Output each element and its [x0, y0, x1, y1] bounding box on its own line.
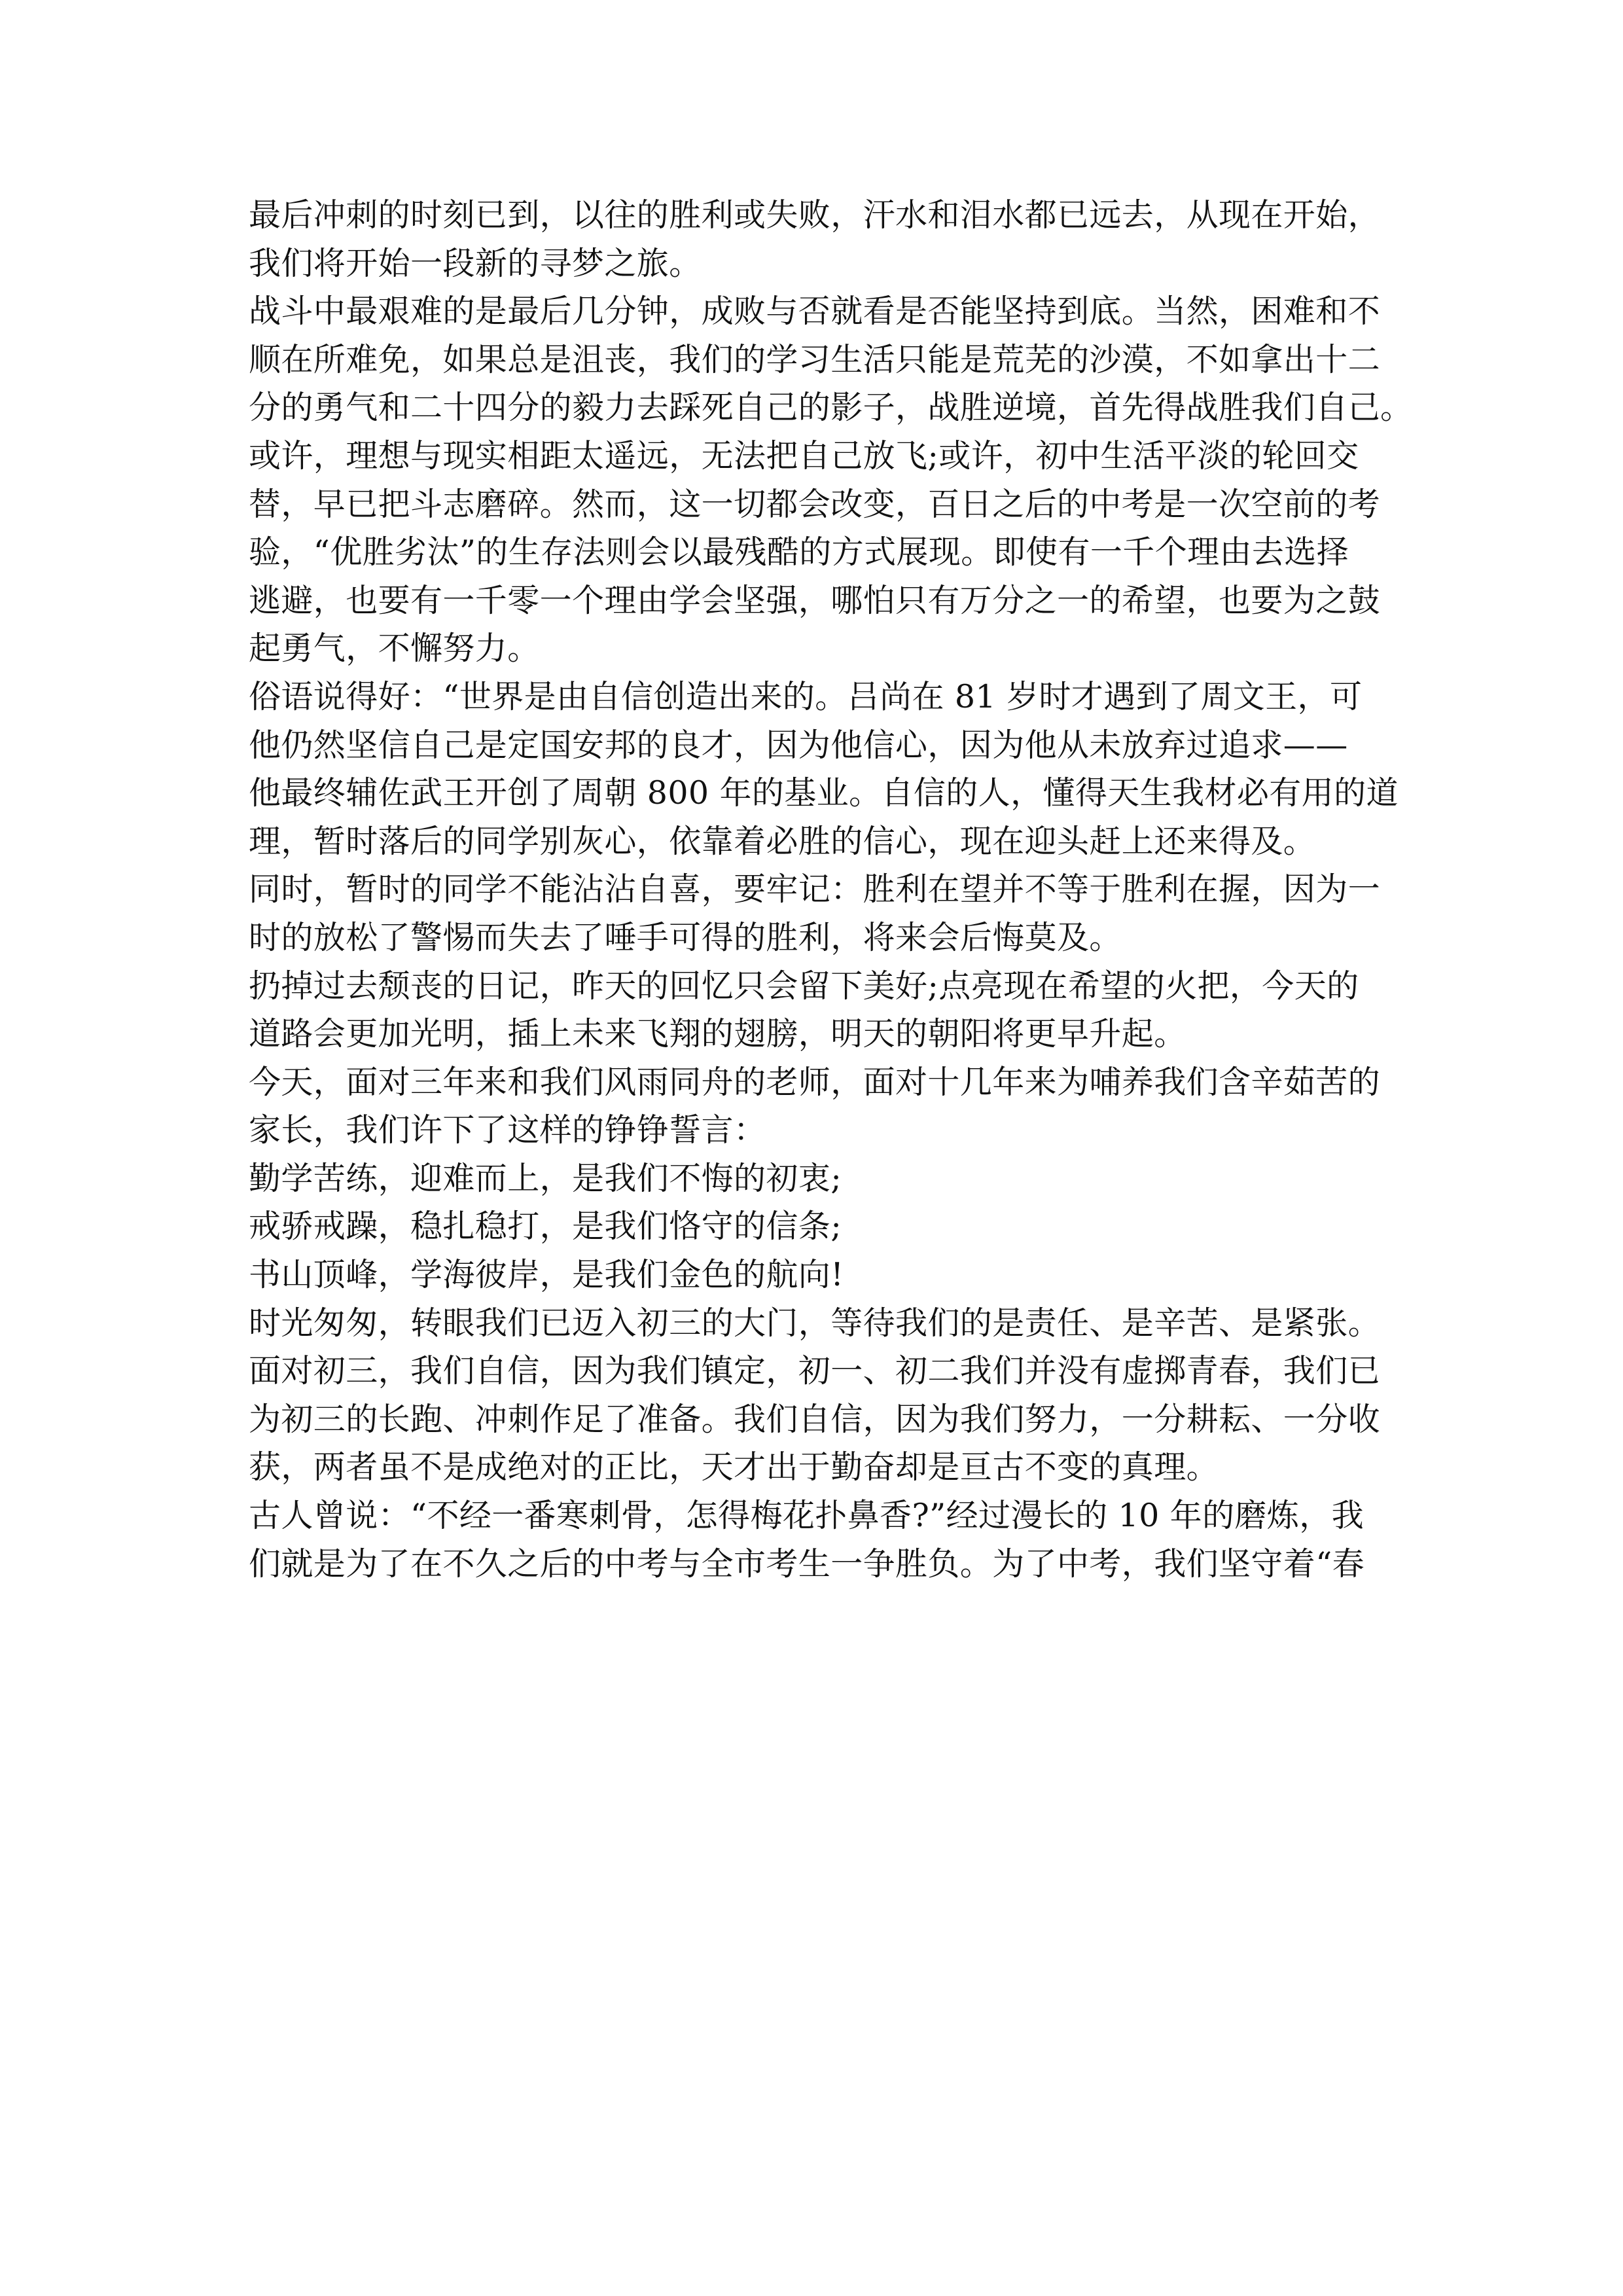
text-line: 们就是为了在不久之后的中考与全市考生一争胜负。为了中考，我们坚守着“春 [249, 1545, 1365, 1583]
text-line: 面对初三，我们自信，因为我们镇定，初一、初二我们并没有虚掷青春，我们已 [249, 1352, 1381, 1390]
text-line: 起勇气，不懈努力。 [249, 630, 540, 668]
text-line: 他仍然坚信自己是定国安邦的良才，因为他信心，因为他从未放弃过追求—— [249, 726, 1348, 764]
text-line: 理，暂时落后的同学别灰心，依靠着必胜的信心，现在迎头赶上还来得及。 [249, 822, 1316, 860]
text-line: 或许，理想与现实相距太遥远，无法把自己放飞;或许，初中生活平淡的轮回交 [249, 437, 1359, 475]
text-line: 戒骄戒躁，稳扎稳打，是我们恪守的信条; [249, 1208, 842, 1246]
text-line: 时光匆匆，转眼我们已迈入初三的大门，等待我们的是责任、是辛苦、是紧张。 [249, 1304, 1381, 1342]
text-line: 扔掉过去颓丧的日记，昨天的回忆只会留下美好;点亮现在希望的火把，今天的 [249, 967, 1359, 1005]
text-line: 顺在所难免，如果总是沮丧，我们的学习生活只能是荒芜的沙漠，不如拿出十二 [249, 340, 1381, 378]
text-line: 为初三的长跑、冲刺作足了准备。我们自信，因为我们努力，一分耕耘、一分收 [249, 1400, 1381, 1438]
text-line: 验，“优胜劣汰”的生存法则会以最残酷的方式展现。即使有一千个理由去选择 [249, 533, 1349, 571]
text-line: 时的放松了警惕而失去了唾手可得的胜利，将来会后悔莫及。 [249, 918, 1122, 956]
text-line: 逃避，也要有一千零一个理由学会坚强，哪怕只有万分之一的希望，也要为之鼓 [249, 581, 1381, 619]
text-line: 他最终辅佐武王开创了周朝 800 年的基业。自信的人，懂得天生我材必有用的道 [249, 774, 1399, 812]
text-line: 战斗中最艰难的是最后几分钟，成败与否就看是否能坚持到底。当然，困难和不 [249, 293, 1381, 331]
text-line: 今天，面对三年来和我们风雨同舟的老师，面对十几年来为哺养我们含辛茹苦的 [249, 1063, 1381, 1101]
text-line: 道路会更加光明，插上未来飞翔的翅膀，明天的朝阳将更早升起。 [249, 1015, 1186, 1053]
text-line: 书山顶峰，学海彼岸，是我们金色的航向! [249, 1256, 844, 1294]
text-line: 勤学苦练，迎难而上，是我们不悔的初衷; [249, 1159, 842, 1197]
body-text [249, 191, 1413, 1588]
text-line: 分的勇气和二十四分的毅力去踩死自己的影子，战胜逆境，首先得战胜我们自己。 [249, 389, 1413, 427]
text-line: 古人曾说：“不经一番寒刺骨，怎得梅花扑鼻香?”经过漫长的 10 年的磨炼，我 [249, 1497, 1364, 1535]
text-line: 获，两者虽不是成绝对的正比，天才出于勤奋却是亘古不变的真理。 [249, 1448, 1219, 1486]
text-line: 家长，我们许下了这样的铮铮誓言： [249, 1111, 766, 1149]
text-line: 最后冲刺的时刻已到，以往的胜利或失败，汗水和泪水都已远去，从现在开始， [249, 196, 1381, 234]
text-line: 同时，暂时的同学不能沾沾自喜，要牢记：胜利在望并不等于胜利在握，因为一 [249, 870, 1381, 908]
text-line: 替，早已把斗志磨碎。然而，这一切都会改变，百日之后的中考是一次空前的考 [249, 485, 1381, 523]
text-line: 我们将开始一段新的寻梦之旅。 [249, 244, 702, 282]
text-line: 俗语说得好：“世界是由自信创造出来的。吕尚在 81 岁时才遇到了周文王，可 [249, 677, 1363, 715]
